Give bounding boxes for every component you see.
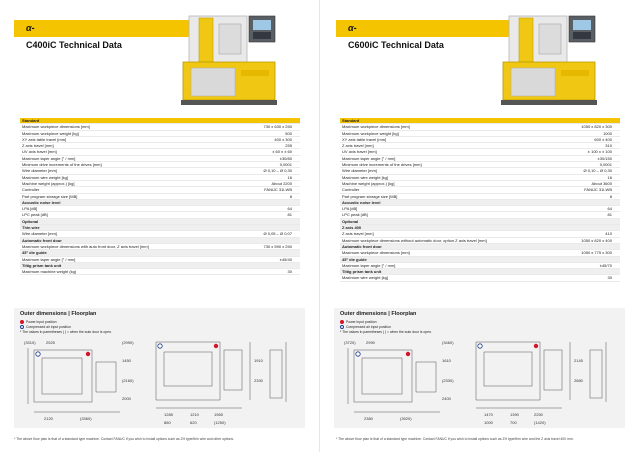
table-row: Machine weight (approx.) [kg] About 3600 [340, 181, 620, 187]
table-row: Z axis travel [mm] 255 [20, 143, 300, 149]
table-row: Minimum drive increments of the drives [mm] 0,0001 [20, 162, 300, 168]
dim-label: (1250) [214, 420, 226, 425]
table-row: Maximum workpiece dimensions [mm] 1050 x 820 x 300 [340, 124, 620, 130]
table-row: Tiltig prism tank unit [340, 269, 620, 275]
table-row: Wire diameter [mm] Ø 0,05 – Ø 0,07 [20, 231, 300, 237]
table-row: UV axis travel [mm] ± 60 x ± 60 [20, 149, 300, 155]
dim-label: (3360) [80, 416, 92, 421]
floorplan-panel [334, 308, 625, 428]
table-row: LPA [dB] 64 [20, 206, 300, 212]
page-title: α- C600iC Technical Data [336, 20, 527, 37]
footnote: * The above floor plan is that of a standard type machine. Contact FANUC if you wish to install options such as ZH type/thin wire and the Z axis travel 400 mm. [336, 437, 574, 441]
dim-label: 1000 [484, 420, 493, 425]
table-row: Minimum drive increments of the drives [mm] 0,0001 [340, 162, 620, 168]
dim-label: 1450 [122, 358, 131, 363]
dim-label: (3460) [442, 340, 454, 345]
machine-photo [495, 12, 605, 108]
dim-label: 1210 [190, 412, 199, 417]
table-row: Optional [340, 219, 620, 225]
table-row: Part program storage size [MB] 8 [20, 194, 300, 200]
table-row: Maximum workpiece dimensions with auto front door, Z axis travel [mm] 730 x 590 x 250 [20, 244, 300, 250]
table-row: Maximum wire weight [kg] 30 [340, 275, 620, 281]
table-row: Maximum taper angle [° / mm] ±30/150 [340, 156, 620, 162]
dim-label: 2145 [574, 358, 583, 363]
power-input-icon [340, 320, 344, 324]
dim-label: 2525 [46, 340, 55, 345]
dim-label: 1285 [164, 412, 173, 417]
floorplan-title: Outer dimensions | Floorplan [340, 311, 417, 317]
table-row: 45° die guide [340, 257, 620, 263]
table-row: Automatic front door [20, 238, 300, 244]
table-row: Maximum wire weight [kg] 16 [340, 175, 620, 181]
dim-label: 2380 [364, 416, 373, 421]
table-row: LPA [dB] 64 [340, 206, 620, 212]
table-row: XY axis table travel [mm] 600 x 400 [340, 137, 620, 143]
table-row: Z axis travel [mm] 410 [340, 231, 620, 237]
dim-label: (3920) [400, 416, 412, 421]
power-input-icon [20, 320, 24, 324]
dim-label: 1965 [214, 412, 223, 417]
air-input-icon [20, 325, 24, 329]
floorplan-drawing [344, 332, 616, 426]
table-row: Tiltig prism tank unit [20, 263, 300, 269]
dim-label: 620 [190, 420, 197, 425]
dim-label: 1910 [254, 358, 263, 363]
footnote: * The above floor plan is that of a standard type machine. Contact FANUC if you wish to install options such as ZH type/thin wire and other options. [14, 437, 235, 441]
table-row: Maximum machine weight (kg) 30 [20, 269, 300, 275]
dim-label: (2330) [442, 378, 454, 383]
dim-label: 1390 [510, 412, 519, 417]
dim-label: (2160) [122, 378, 134, 383]
table-row: Maximum workpiece dimensions without automatic door, option Z axis travel [mm] 1050 x 820 x 400 [340, 238, 620, 244]
floorplan-title: Outer dimensions | Floorplan [20, 311, 97, 317]
table-row: XY axis table travel [mm] 400 x 300 [20, 137, 300, 143]
table-row: Controller FANUC 31i-WB [340, 187, 620, 193]
dim-label: (3310) [24, 340, 36, 345]
dim-label: (2990) [122, 340, 134, 345]
table-row: LPC peak [dB] 81 [20, 212, 300, 218]
machine-photo [175, 12, 285, 108]
floorplan-legend: Power input position Compressed air input position * The values in parentheses ( ) = when the auto door is open. [20, 320, 112, 334]
dim-label: (1420) [534, 420, 546, 425]
floorplan-drawing [24, 332, 296, 426]
table-row: Standard [20, 118, 300, 124]
table-row: Standard [340, 118, 620, 124]
dim-label: 860 [164, 420, 171, 425]
table-row: Maximum workpiece weight [kg] 1000 [340, 131, 620, 137]
table-row: Wire diameter [mm] Ø 0,10 – Ø 0,30 [20, 168, 300, 174]
table-row: Acoustic noise level [340, 200, 620, 206]
dim-label: 2990 [366, 340, 375, 345]
table-row: UV axis travel [mm] ± 100 x ± 100 [340, 149, 620, 155]
page-title: α- C400iC Technical Data [14, 20, 205, 37]
table-row: 45° die guide [20, 250, 300, 256]
floorplan-panel [14, 308, 305, 428]
air-input-icon [340, 325, 344, 329]
table-row: Acoustic noise level [20, 200, 300, 206]
table-row: LPC peak [dB] 81 [340, 212, 620, 218]
table-row: Z axis travel [mm] 310 [340, 143, 620, 149]
table-row: Maximum workpiece weight [kg] 500 [20, 131, 300, 137]
dim-label: 1610 [442, 358, 451, 363]
dim-label: 2400 [442, 396, 451, 401]
dim-label: 2680 [574, 378, 583, 383]
page-c600ic [319, 0, 638, 452]
dim-label: 2330 [254, 378, 263, 383]
dim-label: 2000 [122, 396, 131, 401]
table-row: Automatic front door [340, 244, 620, 250]
table-row: Thin wire [20, 225, 300, 231]
table-row: Maximum workpiece dimensions [mm] 730 x 630 x 250 [20, 124, 300, 130]
dim-label: (3720) [344, 340, 356, 345]
dim-label: 1470 [484, 412, 493, 417]
table-row: Optional [20, 219, 300, 225]
table-row: Z axis 400 [340, 225, 620, 231]
table-row: Part program storage size [MB] 8 [340, 194, 620, 200]
dim-label: 700 [510, 420, 517, 425]
floorplan-legend: Power input position Compressed air input position * The values in parentheses ( ) = when the auto door is open. [340, 320, 432, 334]
table-row: Maximum taper angle [° / mm] ±45/70 [340, 263, 620, 269]
spec-table [340, 118, 620, 282]
dim-label: 2250 [534, 412, 543, 417]
dim-label: 2120 [44, 416, 53, 421]
table-row: Machine weight (approx.) [kg] About 2200 [20, 181, 300, 187]
table-row: Maximum taper angle [° / mm] ±45/40 [20, 257, 300, 263]
spec-table [20, 118, 300, 275]
table-row: Maximum wire weight [kg] 16 [20, 175, 300, 181]
table-row: Wire diameter [mm] Ø 0,10 – Ø 0,30 [340, 168, 620, 174]
table-row: Controller FANUC 31i-WB [20, 187, 300, 193]
table-row: Maximum workpiece dimensions [mm] 1050 x 775 x 300 [340, 250, 620, 256]
table-row: Maximum taper angle [° / mm] ±30/80 [20, 156, 300, 162]
